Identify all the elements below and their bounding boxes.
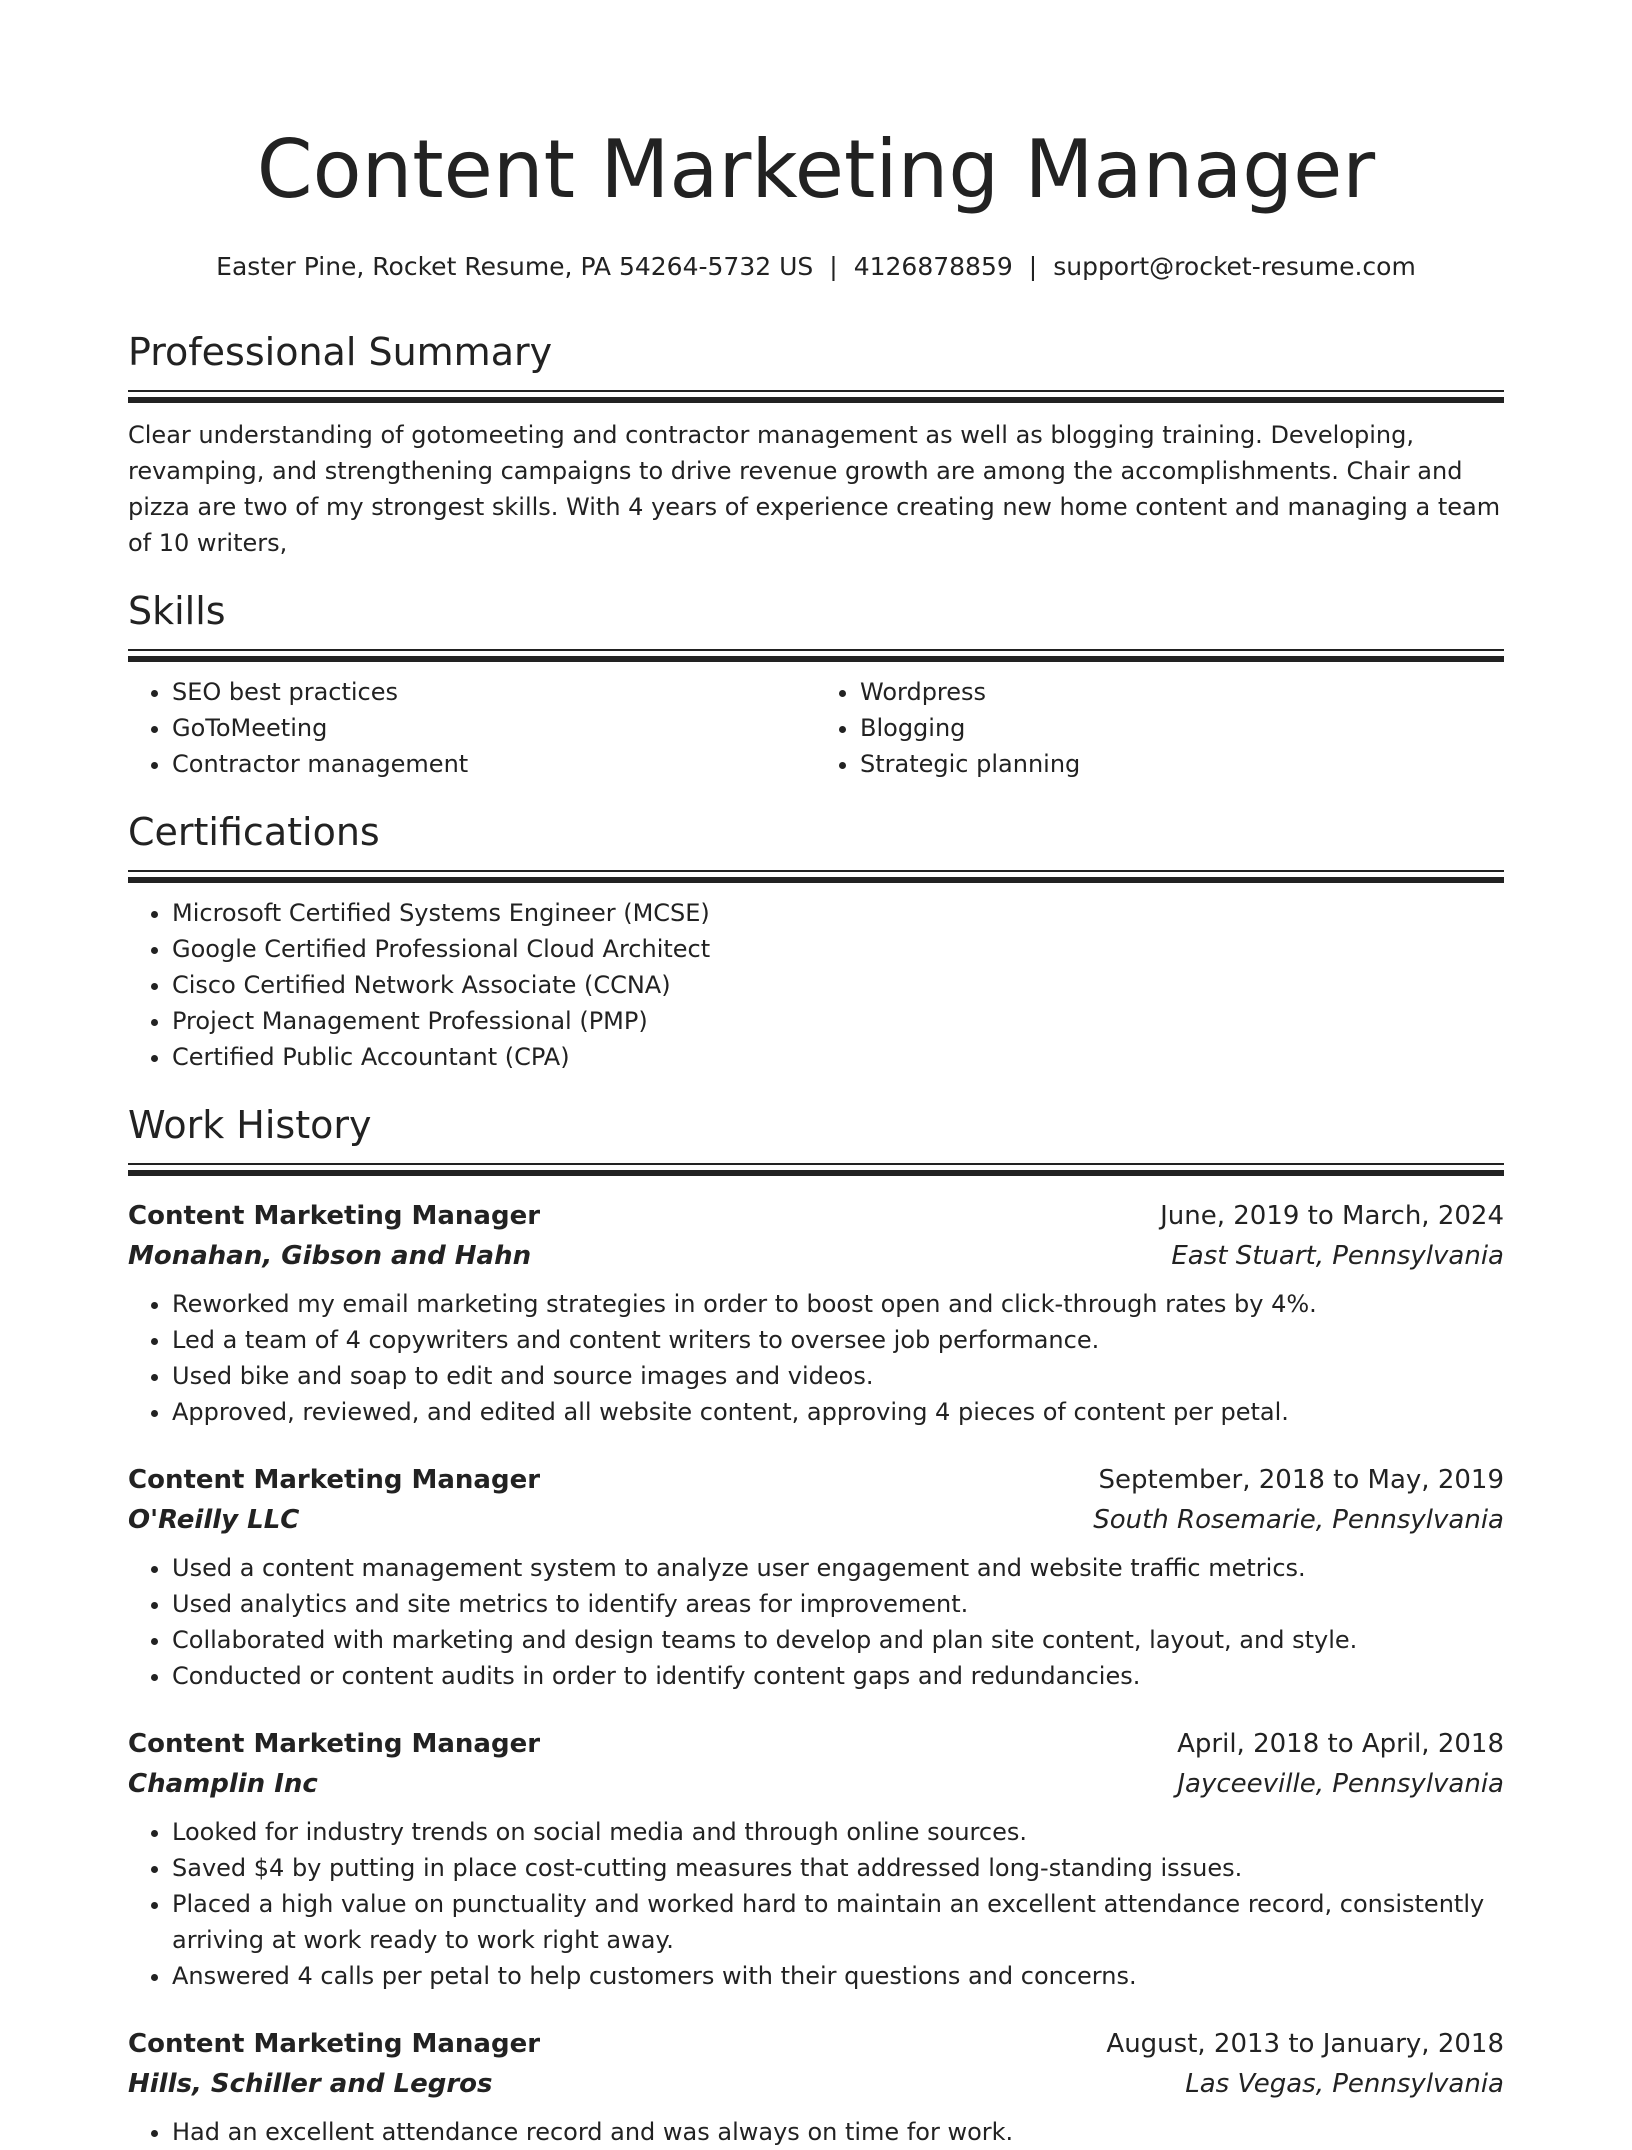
contact-email: support@rocket-resume.com [1053,252,1416,281]
job-bullets [128,1550,1504,1694]
job-bullet: • Approved, reviewed, and edited all website content, approving 4 pieces of content per petal. [172,1394,1504,1430]
job-dates: June, 2019 to March, 2024 [1160,1201,1504,1231]
job-bullets [128,2114,1504,2150]
certifications-list [128,895,1504,1075]
job-bullet: • Answered 4 calls per petal to help customers with their questions and concerns. [172,1958,1504,1994]
job-company: O'Reilly LLC [128,1505,300,1535]
section-divider [128,390,1504,403]
section-title: Certifications [128,810,380,854]
certification-item: • Project Management Professional (PMP) [172,1003,1504,1039]
certifications-section [128,808,1504,1075]
summary-text: Clear understanding of gotomeeting and contractor management as well as blogging training. Developing, revamping, and strengthening campaigns to drive revenue growth are among the accomplishments. Chair and pizza are two of my strongest skills. With 4 years of experience creating new home content and managing a team of 10 writers, [128,421,1501,557]
job-entry [128,1724,1504,1994]
contact-address: Easter Pine, Rocket Resume, PA 54264-5732 US [216,252,814,281]
job-location: Jayceeville, Pennsylvania [1177,1769,1504,1799]
skills-columns [128,674,1504,782]
section-title: Work History [128,1103,372,1147]
job-bullet: • Used bike and soap to edit and source images and videos. [172,1358,1504,1394]
work-history-section [128,1101,1504,2150]
job-bullets [128,1814,1504,1994]
job-bullet: • Saved $4 by putting in place cost-cutting measures that addressed long-standing issues. [172,1850,1504,1886]
skills-list-left [128,674,816,782]
job-title: Content Marketing Manager [128,1729,541,1759]
section-title: Professional Summary [128,330,553,374]
job-dates: August, 2013 to January, 2018 [1106,2029,1504,2059]
contact-phone: 4126878859 [853,252,1013,281]
certification-item: • Certified Public Accountant (CPA) [172,1039,1504,1075]
job-bullet: • Conducted or content audits in order to identify content gaps and redundancies. [172,1658,1504,1694]
skill-item: • Blogging [860,710,1504,746]
contact-separator: | [829,252,838,281]
job-entry [128,2024,1504,2150]
job-company: Champlin Inc [128,1769,318,1799]
contact-separator: | [1028,252,1038,281]
job-bullet: • Reworked my email marketing strategies in order to boost open and click-through rates by 4%. [172,1286,1504,1322]
skill-item: • SEO best practices [172,674,816,710]
section-divider [128,1163,1504,1176]
job-location: Las Vegas, Pennsylvania [1185,2069,1504,2099]
job-dates: April, 2018 to April, 2018 [1177,1729,1504,1759]
skill-item: • Wordpress [860,674,1504,710]
job-bullet: • Used a content management system to analyze user engagement and website traffic metrics. [172,1550,1504,1586]
skill-item: • Strategic planning [860,746,1504,782]
resume-name: Content Marketing Manager [256,123,1376,216]
job-bullet: • Collaborated with marketing and design teams to develop and plan site content, layout, and style. [172,1622,1504,1658]
skill-item: • Contractor management [172,746,816,782]
job-title: Content Marketing Manager [128,2029,541,2059]
job-bullet: • Used analytics and site metrics to identify areas for improvement. [172,1586,1504,1622]
certification-item: • Microsoft Certified Systems Engineer (MCSE) [172,895,1504,931]
job-title: Content Marketing Manager [128,1465,541,1495]
skill-item: • GoToMeeting [172,710,816,746]
job-bullet: • Placed a high value on punctuality and worked hard to maintain an excellent attendance record, consistently arriving at work ready to work right away. [172,1886,1504,1958]
job-location: South Rosemarie, Pennsylvania [1093,1505,1504,1535]
skills-section [128,587,1504,782]
job-bullet: • Looked for industry trends on social media and through online sources. [172,1814,1504,1850]
job-entry [128,1196,1504,1430]
section-divider [128,649,1504,662]
job-dates: September, 2018 to May, 2019 [1098,1465,1504,1495]
skills-list-right [816,674,1504,782]
certification-item: • Cisco Certified Network Associate (CCNA) [172,967,1504,1003]
job-title: Content Marketing Manager [128,1201,541,1231]
professional-summary-section [128,328,1504,561]
certification-item: • Google Certified Professional Cloud Architect [172,931,1504,967]
job-bullet: • Had an excellent attendance record and was always on time for work. [172,2114,1504,2150]
job-bullets [128,1286,1504,1430]
job-entry [128,1460,1504,1694]
job-location: East Stuart, Pennsylvania [1171,1241,1504,1271]
contact-line [128,250,1504,284]
job-bullet: • Led a team of 4 copywriters and content writers to oversee job performance. [172,1322,1504,1358]
section-divider [128,870,1504,883]
job-company: Hills, Schiller and Legros [128,2069,493,2099]
section-title: Skills [128,589,226,633]
job-company: Monahan, Gibson and Hahn [128,1241,532,1271]
